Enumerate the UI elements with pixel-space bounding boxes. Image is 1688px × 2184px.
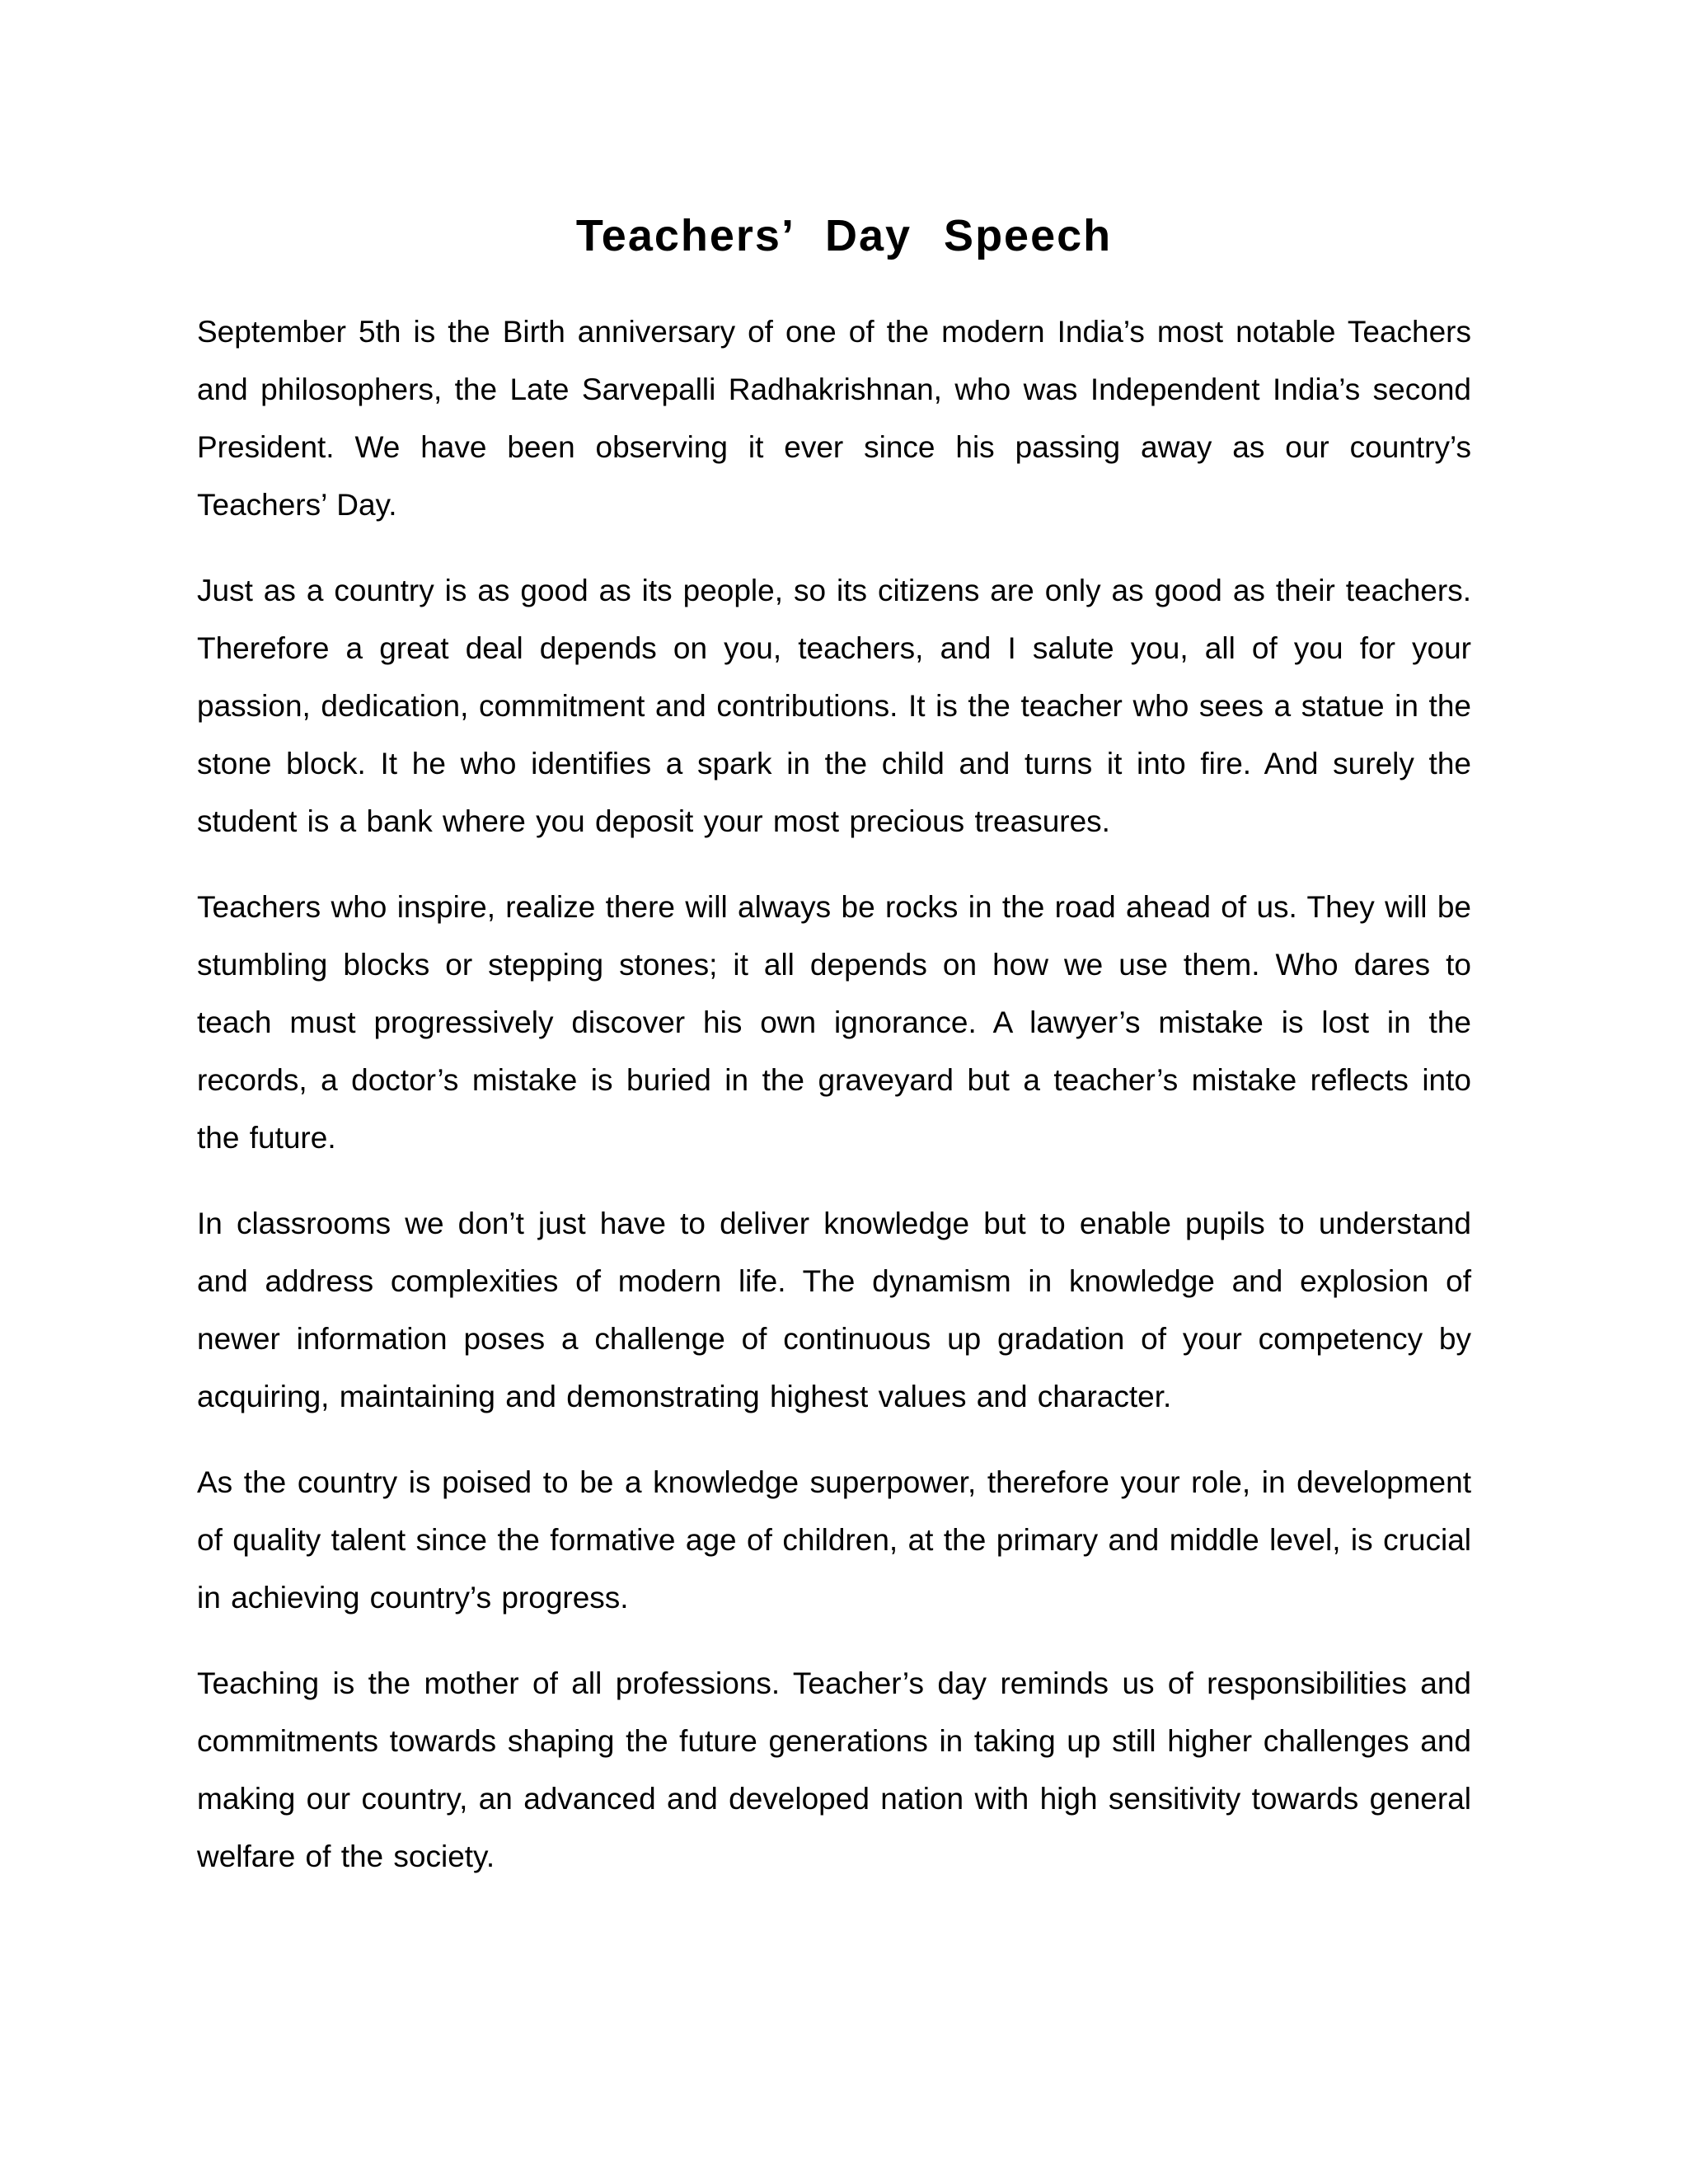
document-title: Teachers’ Day Speech <box>575 211 1113 260</box>
paragraph-1: September 5th is the Birth anniversary of one of the modern India’s most notable Teachers and philosophers, the Late Sarvepalli Radhakrishnan, who was Independent India’s second President. We have been observing it ever since his passing away as our country’s Teachers’ Day. <box>197 315 1471 522</box>
paragraph-4: In classrooms we don’t just have to deliver knowledge but to enable pupils to understand and address complexities of modern life. The dynamism in knowledge and explosion of newer information poses a challenge of continuous up gradation of your competency by acquiring, maintaining and demonstrating highest values and character. <box>197 1207 1471 1413</box>
paragraph-3: Teachers who inspire, realize there will always be rocks in the road ahead of us. They will be stumbling blocks or stepping stones; it all depends on how we use them. Who dares to teach must progressively discover his own ignorance. A lawyer’s mistake is lost in the records, a doctor’s mistake is buried in the graveyard but a teacher’s mistake reflects into the future. <box>197 890 1471 1155</box>
paragraph-2: Just as a country is as good as its people, so its citizens are only as good as their teachers. Therefore a great deal depends on you, teachers, and I salute you, all of you for your passion, dedication, commitment and contributions. It is the teacher who sees a statue in the stone block. It he who identifies a spark in the child and turns it into fire. And surely the student is a bank where you deposit your most precious treasures. <box>197 574 1471 838</box>
paragraph-5: As the country is poised to be a knowledge superpower, therefore your role, in development of quality talent since the formative age of children, at the primary and middle level, is crucial in achieving country’s progress. <box>197 1465 1471 1615</box>
paragraph-6: Teaching is the mother of all professions. Teacher’s day reminds us of responsibilities and commitments towards shaping the future generations in taking up still higher challenges and making our country, an advanced and developed nation with high sensitivity towards general welfare of the society. <box>197 1666 1471 1873</box>
document-body <box>197 303 1471 1914</box>
